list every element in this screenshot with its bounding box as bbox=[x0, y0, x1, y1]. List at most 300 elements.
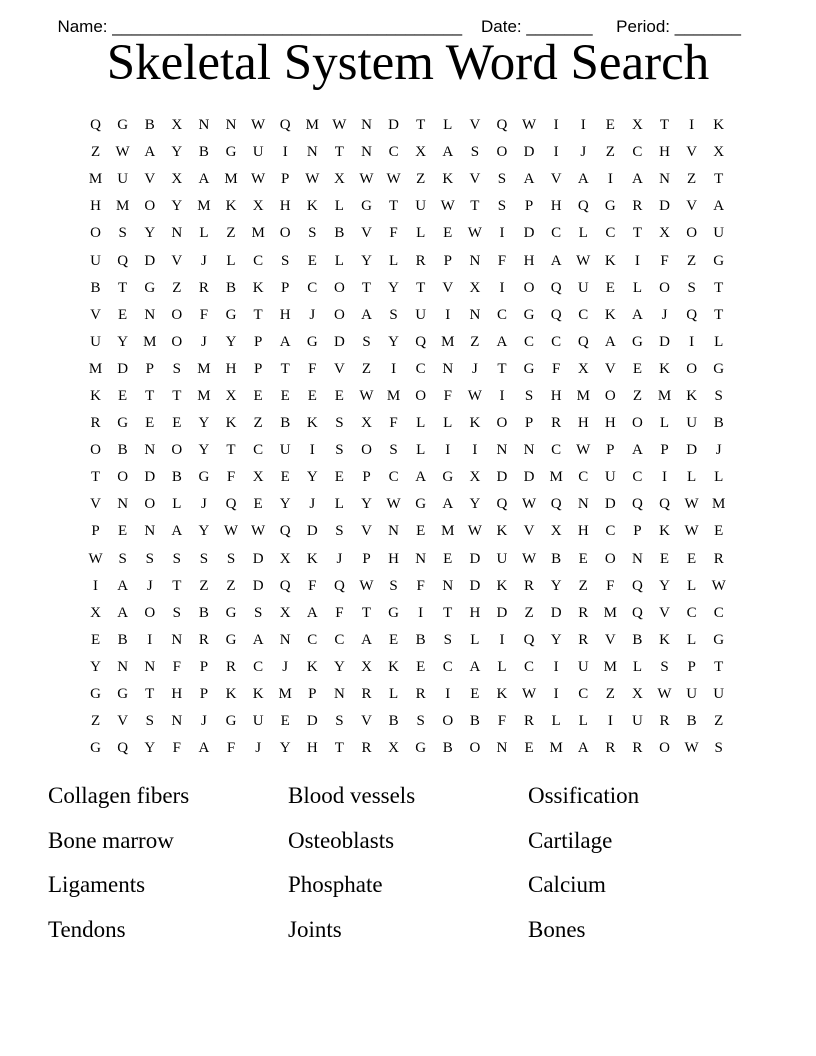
word-bank-item: Bone marrow bbox=[48, 827, 174, 853]
grid-letter: A bbox=[632, 171, 643, 188]
grid-letter: I bbox=[472, 442, 478, 459]
grid-letter: C bbox=[496, 306, 507, 323]
grid-letter: L bbox=[497, 658, 507, 675]
grid-letter: N bbox=[496, 442, 508, 459]
grid-letter: F bbox=[606, 577, 615, 594]
grid-letter: V bbox=[361, 713, 372, 730]
grid-letter: N bbox=[632, 550, 643, 567]
grid-letter: O bbox=[171, 333, 183, 350]
grid-letter: Z bbox=[524, 604, 534, 621]
grid-row bbox=[82, 112, 733, 139]
grid-letter: J bbox=[580, 144, 587, 161]
grid-letter: Q bbox=[415, 333, 427, 350]
grid-letter: K bbox=[90, 387, 101, 404]
grid-letter: G bbox=[117, 117, 129, 134]
grid-letter: G bbox=[361, 198, 372, 215]
grid-row bbox=[82, 220, 733, 247]
grid-letter: B bbox=[442, 740, 453, 757]
grid-letter: W bbox=[386, 496, 401, 513]
grid-letter: C bbox=[415, 360, 426, 377]
name-field-label: Name: _____________________________________ bbox=[57, 17, 463, 36]
grid-letter: F bbox=[497, 713, 507, 730]
grid-letter: L bbox=[632, 658, 642, 675]
grid-letter: W bbox=[657, 686, 672, 703]
grid-row bbox=[82, 546, 733, 573]
grid-letter: W bbox=[684, 740, 699, 757]
grid-letter: Q bbox=[577, 333, 589, 350]
grid-letter: B bbox=[198, 604, 209, 621]
grid-letter: S bbox=[281, 252, 290, 269]
grid-letter: F bbox=[199, 306, 209, 323]
grid-letter: Z bbox=[90, 144, 101, 161]
grid-letter: Y bbox=[171, 144, 183, 161]
grid-letter: P bbox=[687, 658, 696, 675]
grid-letter: B bbox=[469, 713, 480, 730]
grid-letter: P bbox=[253, 360, 263, 377]
grid-letter: U bbox=[252, 713, 264, 730]
grid-letter: S bbox=[172, 604, 181, 621]
grid-letter: Y bbox=[550, 631, 562, 648]
grid-letter: E bbox=[578, 550, 588, 567]
grid-letter: P bbox=[199, 686, 209, 703]
grid-letter: O bbox=[523, 279, 535, 296]
grid-letter: E bbox=[90, 631, 101, 648]
grid-letter: E bbox=[118, 306, 128, 323]
grid-letter: B bbox=[415, 631, 426, 648]
grid-letter: S bbox=[253, 604, 263, 621]
grid-letter: R bbox=[415, 686, 426, 703]
word-bank-item: Cartilage bbox=[528, 827, 613, 853]
grid-letter: P bbox=[281, 279, 290, 296]
grid-letter: I bbox=[309, 442, 315, 459]
grid-letter: O bbox=[144, 604, 156, 621]
grid-letter: I bbox=[499, 631, 505, 648]
grid-letter: U bbox=[90, 252, 101, 269]
grid-letter: W bbox=[576, 442, 591, 459]
grid-letter: B bbox=[388, 713, 399, 730]
grid-letter: Q bbox=[523, 631, 535, 648]
grid-letter: C bbox=[253, 658, 264, 675]
grid-letter: S bbox=[416, 713, 425, 730]
grid-letter: Y bbox=[117, 333, 129, 350]
grid-letter: S bbox=[389, 306, 398, 323]
grid-letter: H bbox=[388, 550, 399, 567]
grid-letter: E bbox=[280, 387, 290, 404]
grid-letter: G bbox=[198, 469, 210, 486]
grid-letter: S bbox=[687, 279, 696, 296]
grid-row bbox=[82, 275, 733, 302]
grid-letter: L bbox=[226, 252, 236, 269]
grid-letter: P bbox=[253, 333, 263, 350]
grid-letter: I bbox=[553, 117, 559, 134]
grid-letter: S bbox=[470, 144, 480, 161]
grid-letter: S bbox=[172, 550, 181, 567]
grid-letter: Z bbox=[172, 279, 182, 296]
grid-row bbox=[82, 735, 733, 762]
grid-letter: R bbox=[198, 279, 209, 296]
grid-letter: L bbox=[443, 117, 453, 134]
grid-letter: K bbox=[252, 686, 264, 703]
grid-row bbox=[82, 139, 733, 166]
word-bank-item: Ligaments bbox=[48, 872, 146, 897]
grid-row bbox=[82, 518, 733, 545]
grid-letter: C bbox=[388, 144, 399, 161]
grid-letter: K bbox=[604, 252, 616, 269]
grid-letter: I bbox=[445, 686, 451, 703]
grid-letter: G bbox=[117, 415, 129, 432]
period-field-label: Period: _______ bbox=[616, 17, 741, 36]
grid-letter: N bbox=[117, 658, 129, 675]
grid-letter: F bbox=[308, 577, 317, 594]
grid-letter: T bbox=[714, 279, 724, 296]
grid-letter: V bbox=[604, 360, 616, 377]
grid-letter: J bbox=[661, 306, 668, 323]
grid-letter: I bbox=[553, 686, 559, 703]
word-bank-item: Calcium bbox=[528, 872, 606, 897]
grid-letter: W bbox=[521, 117, 537, 134]
grid-letter: A bbox=[361, 306, 372, 323]
grid-letter: D bbox=[496, 469, 508, 486]
grid-letter: V bbox=[686, 144, 698, 161]
grid-letter: M bbox=[603, 658, 617, 675]
grid-letter: G bbox=[442, 469, 454, 486]
grid-letter: O bbox=[117, 469, 129, 486]
grid-letter: Q bbox=[279, 523, 291, 540]
grid-letter: X bbox=[171, 117, 183, 134]
grid-letter: F bbox=[226, 469, 236, 486]
grid-letter: N bbox=[333, 686, 345, 703]
grid-letter: U bbox=[604, 469, 616, 486]
grid-letter: Y bbox=[171, 198, 183, 215]
grid-letter: E bbox=[605, 117, 615, 134]
grid-letter: M bbox=[197, 387, 211, 404]
grid-letter: T bbox=[172, 387, 182, 404]
grid-letter: N bbox=[361, 144, 372, 161]
grid-letter: G bbox=[306, 333, 318, 350]
grid-letter: M bbox=[657, 387, 672, 404]
grid-letter: Q bbox=[550, 279, 562, 296]
grid-letter: O bbox=[333, 306, 345, 323]
grid-letter: O bbox=[496, 144, 508, 161]
grid-letter: V bbox=[361, 225, 372, 242]
grid-letter: H bbox=[279, 198, 291, 215]
grid-letter: X bbox=[713, 144, 725, 161]
grid-letter: X bbox=[632, 686, 643, 703]
grid-letter: R bbox=[361, 686, 372, 703]
grid-letter: O bbox=[171, 442, 183, 459]
grid-letter: C bbox=[605, 225, 616, 242]
grid-row bbox=[82, 708, 733, 735]
grid-letter: A bbox=[117, 577, 129, 594]
grid-letter: G bbox=[415, 740, 427, 757]
grid-letter: O bbox=[279, 225, 291, 242]
grid-letter: Q bbox=[632, 604, 643, 621]
grid-letter: H bbox=[469, 604, 481, 621]
grid-letter: T bbox=[361, 279, 372, 296]
grid-letter: S bbox=[335, 713, 344, 730]
grid-letter: F bbox=[335, 604, 344, 621]
grid-letter: N bbox=[144, 523, 156, 540]
grid-letter: Y bbox=[388, 333, 399, 350]
grid-letter: U bbox=[90, 333, 101, 350]
grid-letter: D bbox=[550, 604, 562, 621]
grid-letter: X bbox=[279, 550, 291, 567]
grid-letter: W bbox=[521, 550, 537, 567]
grid-letter: V bbox=[659, 604, 670, 621]
grid-letter: C bbox=[713, 604, 724, 621]
grid-letter: P bbox=[145, 360, 154, 377]
grid-letter: O bbox=[686, 360, 698, 377]
grid-letter: S bbox=[714, 740, 723, 757]
grid-letter: K bbox=[659, 360, 670, 377]
grid-letter: C bbox=[442, 658, 453, 675]
grid-row bbox=[82, 627, 733, 654]
grid-row bbox=[82, 681, 733, 708]
grid-letter: S bbox=[226, 550, 236, 567]
grid-letter: U bbox=[577, 279, 589, 296]
grid-letter: O bbox=[144, 496, 156, 513]
grid-letter: K bbox=[713, 117, 725, 134]
grid-letter: P bbox=[524, 198, 534, 215]
grid-letter: V bbox=[144, 171, 156, 188]
grid-letter: P bbox=[362, 469, 371, 486]
grid-letter: Z bbox=[605, 144, 615, 161]
grid-letter: S bbox=[308, 225, 317, 242]
grid-letter: O bbox=[144, 198, 156, 215]
grid-letter: O bbox=[171, 306, 183, 323]
grid-letter: Q bbox=[550, 306, 562, 323]
grid-letter: S bbox=[145, 713, 154, 730]
grid-letter: S bbox=[335, 442, 344, 459]
grid-letter: I bbox=[282, 144, 288, 161]
grid-letter: T bbox=[334, 144, 344, 161]
grid-letter: X bbox=[469, 469, 481, 486]
grid-letter: F bbox=[389, 225, 398, 242]
grid-letter: S bbox=[199, 550, 209, 567]
grid-letter: L bbox=[334, 198, 344, 215]
grid-row bbox=[82, 247, 733, 274]
grid-letter: Y bbox=[333, 658, 345, 675]
grid-letter: S bbox=[335, 523, 344, 540]
grid-letter: C bbox=[632, 469, 643, 486]
grid-letter: Z bbox=[470, 333, 480, 350]
grid-letter: M bbox=[549, 469, 563, 486]
grid-letter: G bbox=[713, 252, 725, 269]
grid-letter: O bbox=[604, 387, 616, 404]
grid-letter: L bbox=[199, 225, 209, 242]
grid-letter: F bbox=[416, 577, 425, 594]
grid-letter: B bbox=[280, 415, 291, 432]
grid-letter: M bbox=[549, 740, 563, 757]
grid-letter: K bbox=[388, 658, 399, 675]
grid-letter: D bbox=[306, 523, 318, 540]
grid-letter: Z bbox=[361, 360, 372, 377]
grid-letter: H bbox=[550, 387, 562, 404]
grid-letter: H bbox=[577, 415, 589, 432]
grid-letter: C bbox=[551, 333, 562, 350]
grid-letter: M bbox=[441, 333, 455, 350]
grid-letter: W bbox=[467, 387, 482, 404]
grid-letter: L bbox=[687, 577, 697, 594]
grid-letter: A bbox=[632, 306, 643, 323]
grid-letter: R bbox=[659, 713, 670, 730]
grid-letter: N bbox=[388, 523, 399, 540]
grid-letter: A bbox=[469, 658, 481, 675]
grid-letter: G bbox=[632, 333, 643, 350]
grid-letter: F bbox=[551, 360, 561, 377]
grid-letter: K bbox=[496, 686, 508, 703]
grid-letter: N bbox=[306, 144, 318, 161]
grid-letter: Y bbox=[279, 496, 291, 513]
grid-letter: E bbox=[714, 523, 724, 540]
grid-letter: B bbox=[334, 225, 345, 242]
grid-letter: J bbox=[146, 577, 153, 594]
grid-letter: N bbox=[442, 360, 454, 377]
grid-letter: U bbox=[686, 415, 698, 432]
grid-letter: L bbox=[416, 415, 426, 432]
grid-row bbox=[82, 302, 733, 329]
grid-letter: L bbox=[443, 415, 453, 432]
grid-letter: D bbox=[306, 713, 318, 730]
grid-letter: A bbox=[415, 469, 427, 486]
grid-letter: C bbox=[632, 144, 643, 161]
grid-letter: M bbox=[712, 496, 726, 513]
grid-letter: W bbox=[684, 496, 699, 513]
grid-letter: F bbox=[660, 252, 669, 269]
grid-letter: F bbox=[308, 360, 317, 377]
word-bank-item: Blood vessels bbox=[288, 783, 416, 808]
grid-letter: B bbox=[632, 631, 643, 648]
grid-letter: Y bbox=[198, 415, 210, 432]
grid-letter: K bbox=[659, 631, 670, 648]
grid-letter: M bbox=[197, 198, 211, 215]
grid-letter: P bbox=[524, 415, 534, 432]
grid-letter: Y bbox=[144, 740, 156, 757]
date-field-label: Date: _______ bbox=[480, 17, 593, 36]
grid-row bbox=[82, 383, 733, 410]
grid-letter: T bbox=[416, 117, 426, 134]
grid-letter: J bbox=[282, 658, 289, 675]
grid-letter: J bbox=[715, 442, 722, 459]
grid-letter: D bbox=[144, 469, 156, 486]
grid-letter: T bbox=[659, 117, 670, 134]
grid-letter: H bbox=[604, 415, 616, 432]
grid-letter: G bbox=[523, 306, 535, 323]
grid-letter: X bbox=[225, 387, 237, 404]
grid-letter: Y bbox=[388, 279, 399, 296]
grid-letter: Y bbox=[198, 523, 210, 540]
grid-letter: R bbox=[632, 740, 643, 757]
grid-letter: Y bbox=[306, 469, 318, 486]
grid-letter: O bbox=[361, 442, 372, 459]
grid-letter: S bbox=[118, 225, 127, 242]
grid-letter: Q bbox=[225, 496, 237, 513]
grid-letter: I bbox=[445, 442, 451, 459]
word-bank-item: Osteoblasts bbox=[288, 827, 395, 853]
grid-letter: A bbox=[144, 144, 156, 161]
grid-letter: O bbox=[604, 550, 616, 567]
grid-letter: D bbox=[686, 442, 698, 459]
grid-letter: I bbox=[553, 144, 559, 161]
grid-letter: Y bbox=[550, 577, 562, 594]
grid-letter: Z bbox=[687, 171, 697, 188]
grid-letter: D bbox=[523, 144, 535, 161]
grid-letter: G bbox=[144, 279, 156, 296]
grid-letter: C bbox=[605, 523, 616, 540]
grid-letter: E bbox=[605, 279, 615, 296]
grid-letter: T bbox=[172, 577, 182, 594]
grid-letter: Z bbox=[226, 225, 236, 242]
grid-letter: R bbox=[90, 415, 101, 432]
student-info-header bbox=[48, 0, 741, 36]
grid-letter: Q bbox=[632, 496, 643, 513]
grid-letter: D bbox=[496, 604, 508, 621]
grid-letter: A bbox=[550, 252, 562, 269]
grid-letter: D bbox=[252, 577, 264, 594]
grid-letter: N bbox=[171, 225, 183, 242]
grid-letter: G bbox=[225, 306, 237, 323]
grid-letter: T bbox=[145, 686, 155, 703]
grid-letter: E bbox=[470, 686, 480, 703]
grid-letter: S bbox=[389, 577, 398, 594]
grid-letter: W bbox=[684, 523, 699, 540]
grid-letter: Q bbox=[117, 740, 129, 757]
grid-letter: T bbox=[416, 279, 426, 296]
grid-letter: O bbox=[659, 740, 670, 757]
grid-letter: X bbox=[90, 604, 101, 621]
grid-letter: N bbox=[198, 117, 210, 134]
grid-letter: H bbox=[90, 198, 101, 215]
grid-letter: K bbox=[496, 523, 508, 540]
grid-letter: X bbox=[333, 171, 345, 188]
word-bank-item: Bones bbox=[528, 916, 586, 942]
grid-letter: C bbox=[307, 279, 318, 296]
grid-letter: C bbox=[578, 469, 589, 486]
grid-letter: I bbox=[391, 360, 397, 377]
grid-letter: F bbox=[226, 740, 236, 757]
grid-letter: S bbox=[524, 387, 534, 404]
grid-letter: H bbox=[306, 740, 318, 757]
grid-letter: D bbox=[117, 360, 129, 377]
grid-letter: Z bbox=[416, 171, 426, 188]
grid-letter: B bbox=[117, 442, 128, 459]
grid-letter: E bbox=[659, 550, 670, 567]
grid-row bbox=[82, 329, 733, 356]
grid-letter: U bbox=[252, 144, 264, 161]
grid-letter: O bbox=[659, 279, 670, 296]
grid-letter: G bbox=[713, 631, 725, 648]
grid-letter: J bbox=[201, 496, 207, 513]
grid-letter: P bbox=[91, 523, 100, 540]
grid-letter: W bbox=[251, 523, 266, 540]
grid-letter: D bbox=[252, 550, 264, 567]
grid-letter: D bbox=[523, 469, 535, 486]
grid-letter: U bbox=[496, 550, 508, 567]
grid-letter: X bbox=[550, 523, 562, 540]
grid-letter: A bbox=[523, 171, 535, 188]
grid-letter: W bbox=[88, 550, 103, 567]
grid-letter: S bbox=[118, 550, 127, 567]
grid-letter: M bbox=[278, 686, 292, 703]
grid-letter: T bbox=[443, 604, 453, 621]
grid-letter: I bbox=[499, 279, 505, 296]
grid-letter: Z bbox=[90, 713, 101, 730]
grid-letter: R bbox=[415, 252, 426, 269]
grid-letter: D bbox=[144, 252, 156, 269]
grid-letter: W bbox=[251, 117, 266, 134]
grid-letter: R bbox=[713, 550, 724, 567]
grid-letter: T bbox=[470, 198, 480, 215]
